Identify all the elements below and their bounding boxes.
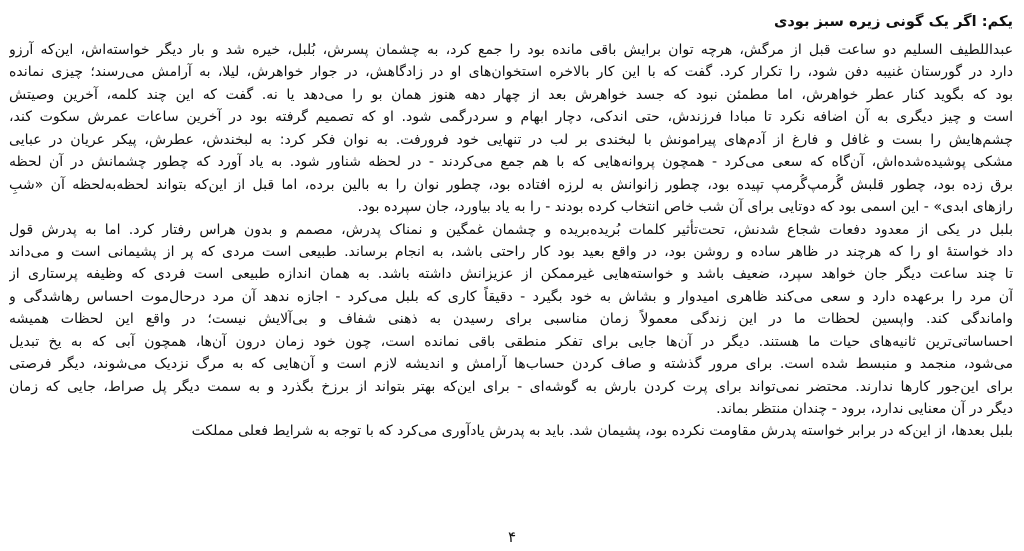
paragraph-1 [9, 39, 1013, 219]
text-line: بلبل در یکی از معدود دفعات شجاع شدنش، تحت‌تأثیر کلمات بُریده‌بریده و چشمان غمگین و نمناک پدرش، مصمم و بدون هراس رفتار کرد. اما به پدرش قول [9, 221, 1013, 238]
body-text [9, 39, 1013, 443]
text-line: آن مرد را برعهده دارد و سعی می‌کند ظاهری امیدوار و بشاش به خود بگیرد - دقیقاً کاری که بلبل می‌کرد - اجازه ندهد آن مرد درحال‌موت احساس رهاشدگی و [9, 288, 1013, 305]
text-line: داد خواستهٔ او را که هرچند در ظاهر ساده و روشن بود، در واقع بعید بود کار راحتی باشد، به انجام برساند. طبیعی است مردی که پر از پشیمانی است و می‌داند [9, 243, 1013, 260]
paragraph-2 [9, 219, 1013, 421]
text-line: رازهای ابدی» - این اسمی بود که دوتایی برای آن شب خاص انتخاب کرده بودند - را به یاد بیاورد، جان سپرده بود. [357, 199, 1013, 216]
text-line: بود که بگوید کنار عطر خواهرش، اما مطمئن نبود که جسد خواهرش بعد از چهار دهه هنوز همان بو را می‌دهد یا نه. گفت که این چند کلمه، آخرین وصیتش [9, 86, 1013, 103]
paragraph-3 [9, 420, 1013, 442]
text-line: چشم‌هایش را بست و غافل و فارغ از آدم‌های پیرامونش با لبخندی بر لب در تنهایی خود فرورفت. به نوان فکر کرد: به لبخندش، عطرش، پیکر عریان در عبایی [9, 131, 1013, 148]
text-line: عبداللطیف السلیم دو ساعت قبل از مرگش، هرچه توان برایش باقی مانده بود را جمع کرد، به چشمان پسرش، بُلبل، خیره شد و بار دیگر خواسته‌اش، این‌که آرزو [9, 42, 1013, 58]
text-line: احساساتی‌ترین ثانیه‌های حیات ما هستند. دیگر در آن‌ها جایی برای تفکر منطقی باقی نمانده است، چون خود زمان درون آن‌ها، همچون آبی که به یخ تبدیل [9, 333, 1013, 350]
text-line: مشکی پوشیده‌شده‌اش، آن‌گاه که سعی می‌کرد - همچون پروانه‌هایی که با هم جمع می‌کردند - در لحظه شناور شود. به یاد آورد که چطور چشمانش در آن لحظه [9, 154, 1013, 171]
text-line: دارد در گورستان غنیبه دفن شود، را تکرار کرد. گفت که با این کار بالاخره استخوان‌های او در زادگاهش، در جوار خواهرش، لیلا، به آرامش می‌رسند؛ چیزی نمانده [9, 64, 1013, 81]
text-line: واماندگی کند. واپسین لحظات ما در این زندگی معمولاً زمان مناسبی برای رسیدن به ذهنی شفاف و بی‌آلایش نیست؛ در واقع این لحظات همیشه [9, 311, 1013, 328]
text-line: تا چند ساعت دیگر جان خواهد سپرد، ضعیف باشد و خواسته‌هایی غیرممکن از عزیزانش داشته باشد. به همان اندازه طبیعی است فردی که وظیفه پرستاری از [9, 266, 1013, 283]
text-line: می‌شود، منجمد و منبسط شده است. برای مرور گذشته و صاف کردن حساب‌ها آرامش و اندیشه لازم است و آن‌هایی که به مرگ نزدیک می‌شوند، دیگر فرصتی [9, 356, 1013, 373]
text-line: برای این‌جور کارها ندارند. محتضر نمی‌تواند برای پرت کردن بارش به گوشه‌ای - برای این‌که بهتر بتواند از برزخ بگذرد و به سمت دیگر پل صراط، جایی که زمان [9, 378, 1013, 395]
text-line: بلبل بعدها، از این‌که در برابر خواسته پدرش مقاومت نکرده بود، پشیمان شد. باید به پدرش یادآوری می‌کرد که با توجه به شرایط فعلی مملکت [191, 423, 1013, 440]
text-line: برق زده بود، چطور قلبش گُرمپ‌گُرمپ تپیده بود، چطور زانوانش به لرزه افتاده بود، چطور نوان را به بالین برده، اما قبل از این‌که بتواند لحظه‌به‌لحظه آن «شبِ [9, 176, 1013, 193]
text-line: است و چیز دیگری به آن اضافه نکرد تا مبادا فرزندش، حتی اندکی، دچار ابهام و سردرگمی شود. او که تصمیم گرفته بود در آخرین ساعات عمرش سکوت کند، [9, 109, 1013, 126]
page-number: ۴ [507, 528, 517, 546]
text-line: دیگر در آن معنایی ندارد، برود - چندان منتظر بماند. [716, 401, 1013, 417]
chapter-heading: یکم: اگر یک گونی زیره سبز بودی [773, 13, 1013, 30]
